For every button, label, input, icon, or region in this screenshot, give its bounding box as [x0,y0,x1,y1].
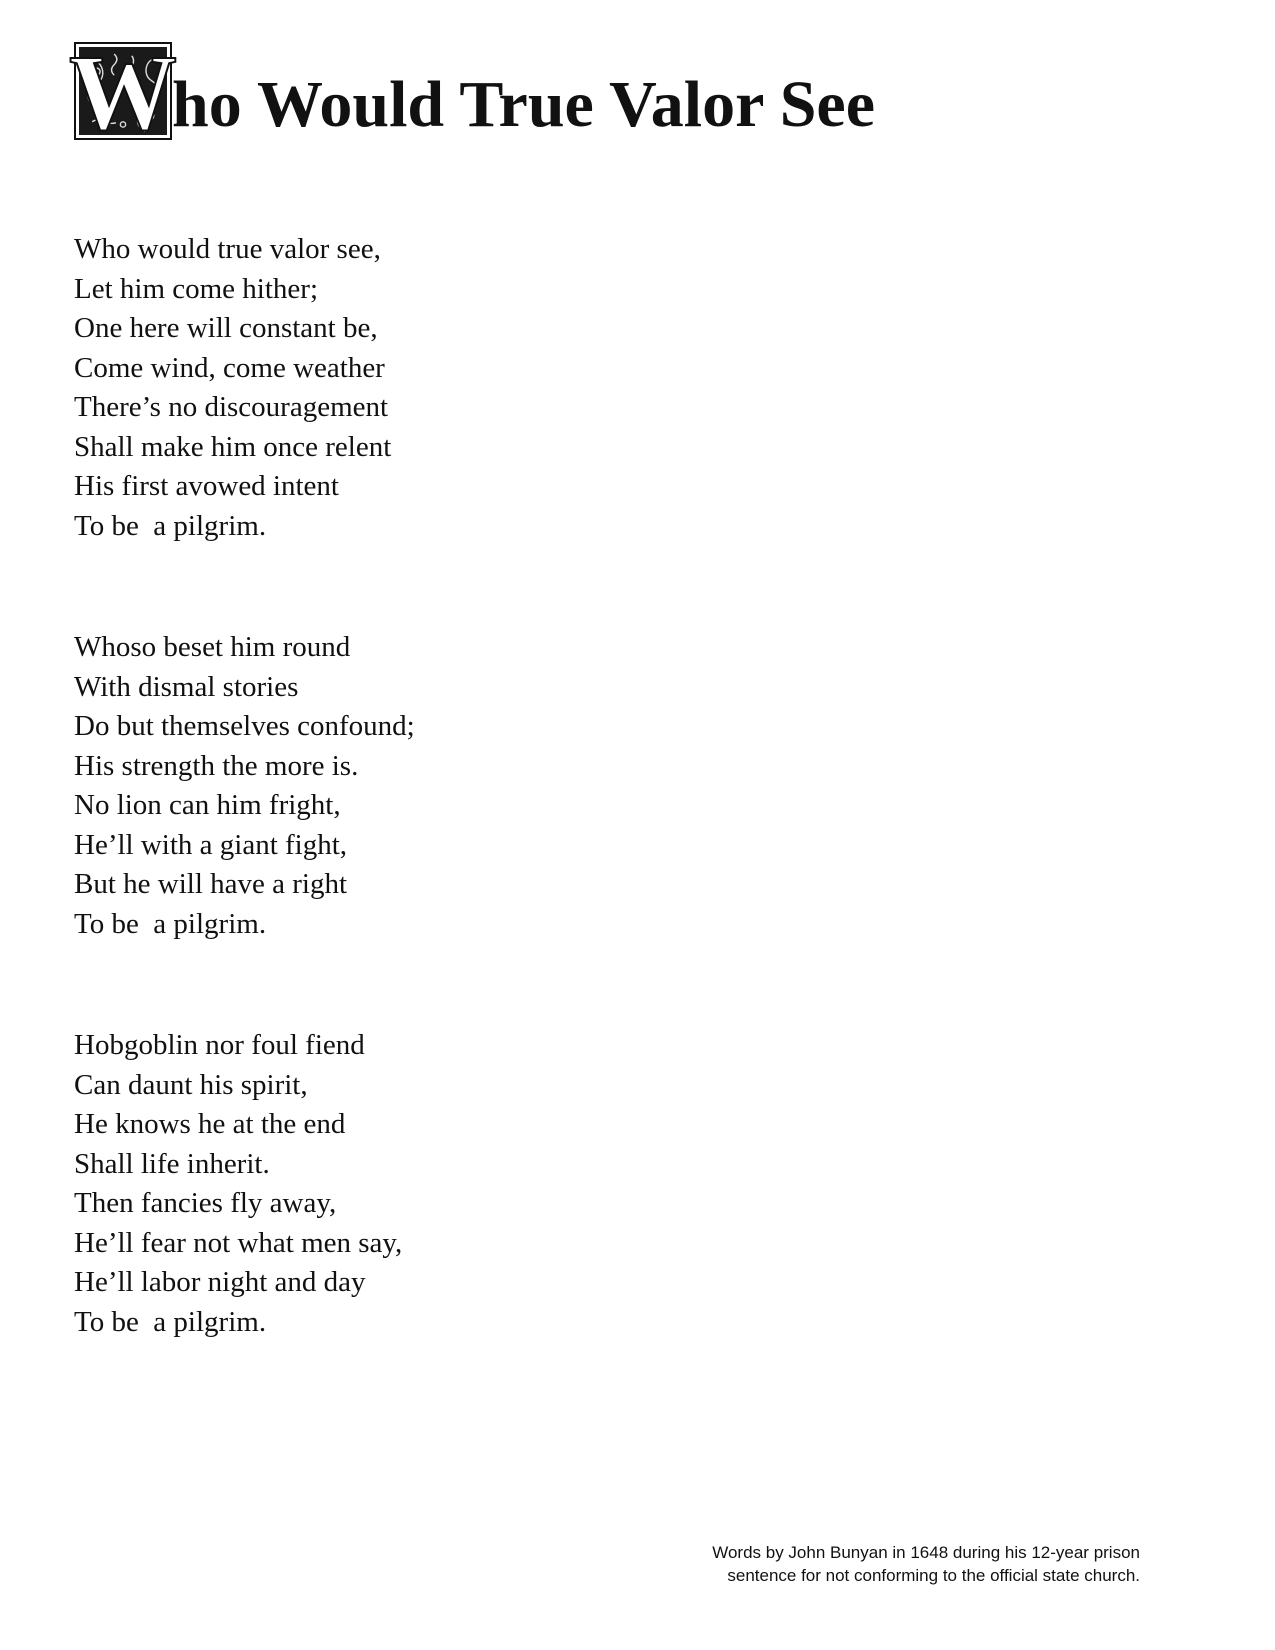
stanza-2 [74,628,774,944]
poem-line: Let him come hither; [74,272,319,305]
page-title [69,34,875,153]
stanza-3 [74,1026,774,1342]
poem-line: Who would true valor see, [74,233,381,265]
poem-line: There’s no discouragement [74,391,389,423]
poem-line: His first avowed intent [74,470,339,502]
poem-line: To be a pilgrim. [74,907,267,940]
poem-line: He’ll labor night and day [74,1266,366,1298]
title-text: ho Would True Valor See [172,68,875,141]
poem-line: Shall make him once relent [74,430,392,463]
poem-line: Come wind, come weather [74,351,385,384]
poem-line: He’ll fear not what men say, [74,1226,403,1259]
drop-cap-letter: W [69,34,177,153]
credit-note [712,1541,1140,1587]
poem-line: No lion can him fright, [74,789,341,821]
poem-line: Do but themselves confound; [74,710,415,742]
poem-line: He knows he at the end [74,1108,346,1140]
poem-line: One here will constant be, [74,312,378,344]
stanza-1 [74,230,774,546]
poem [74,230,774,1342]
poem-line: He’ll with a giant fight, [74,828,348,861]
poem-line: Can daunt his spirit, [74,1068,308,1101]
poem-line: Then fancies fly away, [74,1187,337,1219]
poem-line: With dismal stories [74,670,299,703]
poem-line: To be a pilgrim. [74,1305,267,1338]
poem-line: Whoso beset him round [74,631,351,663]
poem-line: His strength the more is. [74,749,359,782]
credit-line-2: sentence for not conforming to the official state church. [727,1566,1140,1585]
credit-line-1: Words by John Bunyan in 1648 during his 12-year prison [712,1543,1140,1562]
poem-line: To be a pilgrim. [74,509,267,542]
poem-line: Hobgoblin nor foul fiend [74,1029,365,1061]
ornamental-drop-cap [69,34,177,153]
drop-cap-ornament-icon [69,34,177,153]
poem-line: But he will have a right [74,868,348,900]
poem-line: Shall life inherit. [74,1147,270,1180]
